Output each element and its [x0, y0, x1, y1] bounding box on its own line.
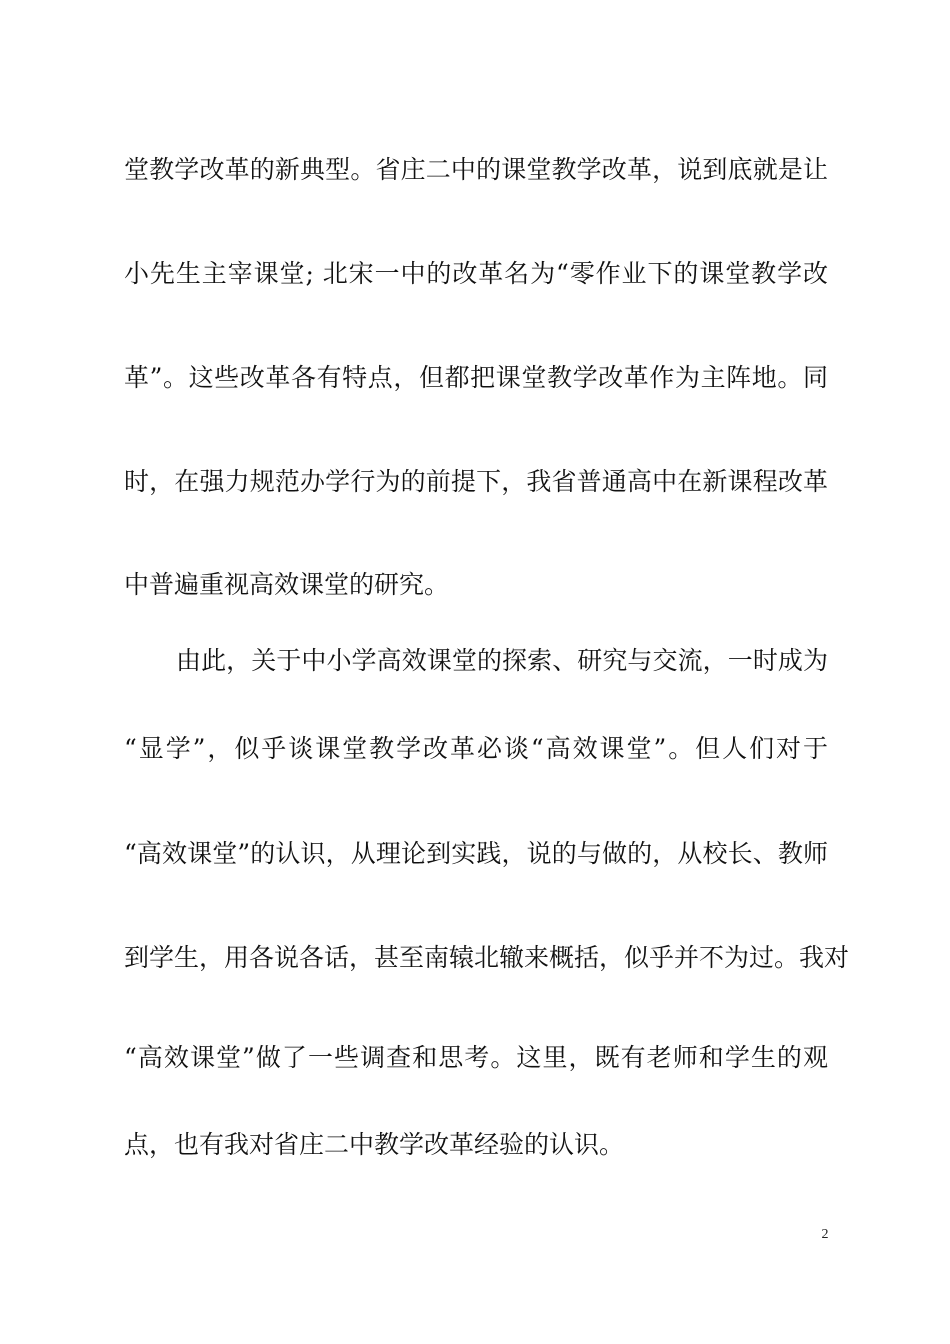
text-line: “高效课堂”的认识，从理论到实践，说的与做的，从校长、教师	[124, 839, 828, 868]
text-line: “显学”，似乎谈课堂教学改革必谈“高效课堂”。但人们对于	[124, 734, 828, 763]
text-line: 到学生，用各说各话，甚至南辕北辙来概括，似乎并不为过。我对	[124, 943, 850, 972]
text-line: 小先生主宰课堂; 北宋一中的改革名为“零作业下的课堂教学改	[124, 259, 828, 288]
text-line: 堂教学改革的新典型。省庄二中的课堂教学改革，说到底就是让	[124, 155, 828, 184]
text-line: 革”。这些改革各有特点，但都把课堂教学改革作为主阵地。同	[124, 363, 828, 392]
text-line: 点，也有我对省庄二中教学改革经验的认识。	[124, 1130, 625, 1159]
text-line: 中普遍重视高效课堂的研究。	[124, 570, 450, 599]
text-line: 时，在强力规范办学行为的前提下，我省普通高中在新课程改革	[124, 467, 828, 496]
text-line: “高效课堂”做了一些调查和思考。这里，既有老师和学生的观	[124, 1043, 828, 1072]
page-number: 2	[821, 1227, 829, 1242]
text-line: 由此，关于中小学高效课堂的探索、研究与交流，一时成为	[176, 646, 828, 675]
